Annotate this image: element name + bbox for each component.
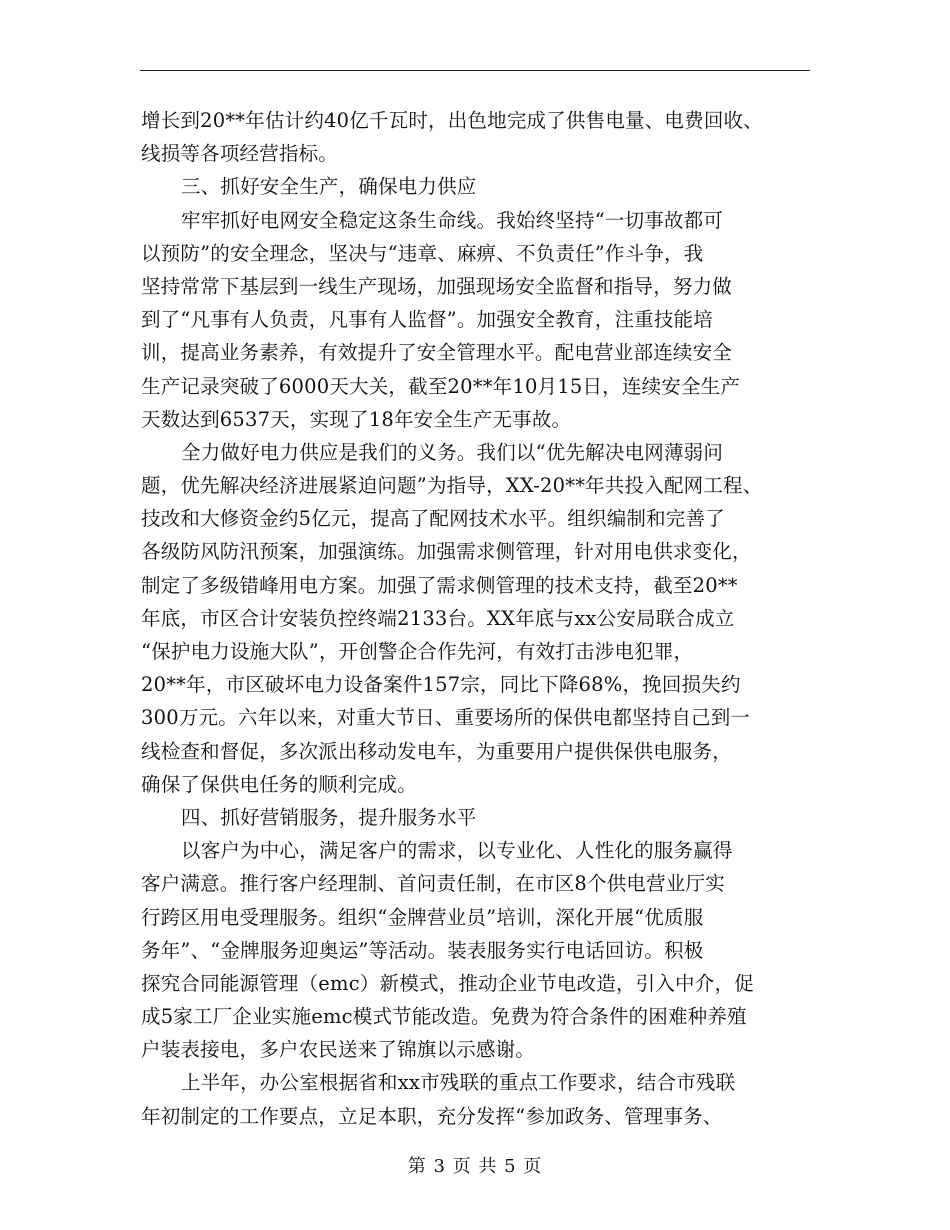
text-line: 牢牢抓好电网安全稳定这条生命线。我始终坚持“一切事故都可 xyxy=(181,208,724,232)
text-line: 线损等各项经营指标。 xyxy=(141,142,339,166)
text-line: 确保了保供电任务的顺利完成。 xyxy=(141,772,417,796)
text-line: 增长到20**年估计约40亿千瓦时，出色地完成了供售电量、电费回收、 xyxy=(141,109,763,132)
text-line: 上半年，办公室根据省和xx市残联的重点工作要求，结合市残联 xyxy=(181,1071,736,1095)
section-heading: 四、抓好营销服务，提升服务水平 xyxy=(181,805,477,829)
body-text xyxy=(141,104,821,1133)
text-line: 训，提高业务素养，有效提升了安全管理水平。配电营业部连续安全 xyxy=(141,341,733,365)
text-line: 生产记录突破了6000天大关，截至20**年10月15日，连续安全生产 xyxy=(141,374,741,398)
page-footer: 第 3 页 共 5 页 xyxy=(407,1156,543,1177)
text-line: 务年”、“金牌服务迎奥运”等活动。装表服务实行电话回访。积极 xyxy=(141,938,704,962)
text-line: 坚持常常下基层到一线生产现场，加强现场安全监督和指导，努力做 xyxy=(141,274,733,298)
text-line: 以客户为中心，满足客户的需求，以专业化、人性化的服务赢得 xyxy=(181,839,733,863)
text-line: 各级防风防汛预案，加强演练。加强需求侧管理，针对用电供求变化， xyxy=(141,540,752,564)
text-line: 以预防”的安全理念，坚决与“违章、麻痹、不负责任”作斗争，我 xyxy=(141,241,704,265)
text-line: 年初制定的工作要点，立足本职，充分发挥“参加政务、管理事务、 xyxy=(141,1104,723,1128)
text-line: 20**年，市区破坏电力设备案件157宗，同比下降68%，挽回损失约 xyxy=(141,673,741,697)
text-line: 天数达到6537天，实现了18年安全生产无事故。 xyxy=(141,407,572,431)
text-line: 成5家工厂企业实施emc模式节能改造。免费为符合条件的困难种养殖 xyxy=(141,1005,747,1029)
text-line: 线检查和督促，多次派出移动发电车，为重要用户提供保供电服务， xyxy=(141,739,733,763)
text-line: 年底，市区合计安装负控终端2133台。XX年底与xx公安局联合成立 xyxy=(141,606,735,630)
header-rule xyxy=(140,70,810,71)
text-line: 300万元。六年以来，对重大节日、重要场所的保供电都坚持自己到一 xyxy=(141,706,751,730)
text-line: 户装表接电，多户农民送来了锦旗以示感谢。 xyxy=(141,1038,536,1062)
text-line: 到了“凡事有人负责，凡事有人监督”。加强安全教育，注重技能培 xyxy=(141,308,713,332)
text-line: 制定了多级错峰用电方案。加强了需求侧管理的技术支持，截至20** xyxy=(141,573,738,597)
text-line: 探究合同能源管理（emc）新模式，推动企业节电改造，引入中介，促 xyxy=(141,971,754,995)
text-line: “保护电力设施大队”，开创警企合作先河，有效打击涉电犯罪， xyxy=(141,640,694,663)
text-line: 题，优先解决经济进展紧迫问题”为指导，XX-20**年共投入配网工程、 xyxy=(141,474,763,498)
section-heading: 三、抓好安全生产，确保电力供应 xyxy=(181,175,477,199)
text-line: 行跨区用电受理服务。组织“金牌营业员”培训，深化开展“优质服 xyxy=(141,905,704,929)
text-line: 技改和大修资金约5亿元，提高了配网技术水平。组织编制和完善了 xyxy=(141,507,725,531)
text-line: 客户满意。推行客户经理制、首问责任制，在市区8个供电营业厅实 xyxy=(141,872,725,896)
text-line: 全力做好电力供应是我们的义务。我们以“优先解决电网薄弱问 xyxy=(181,440,724,464)
